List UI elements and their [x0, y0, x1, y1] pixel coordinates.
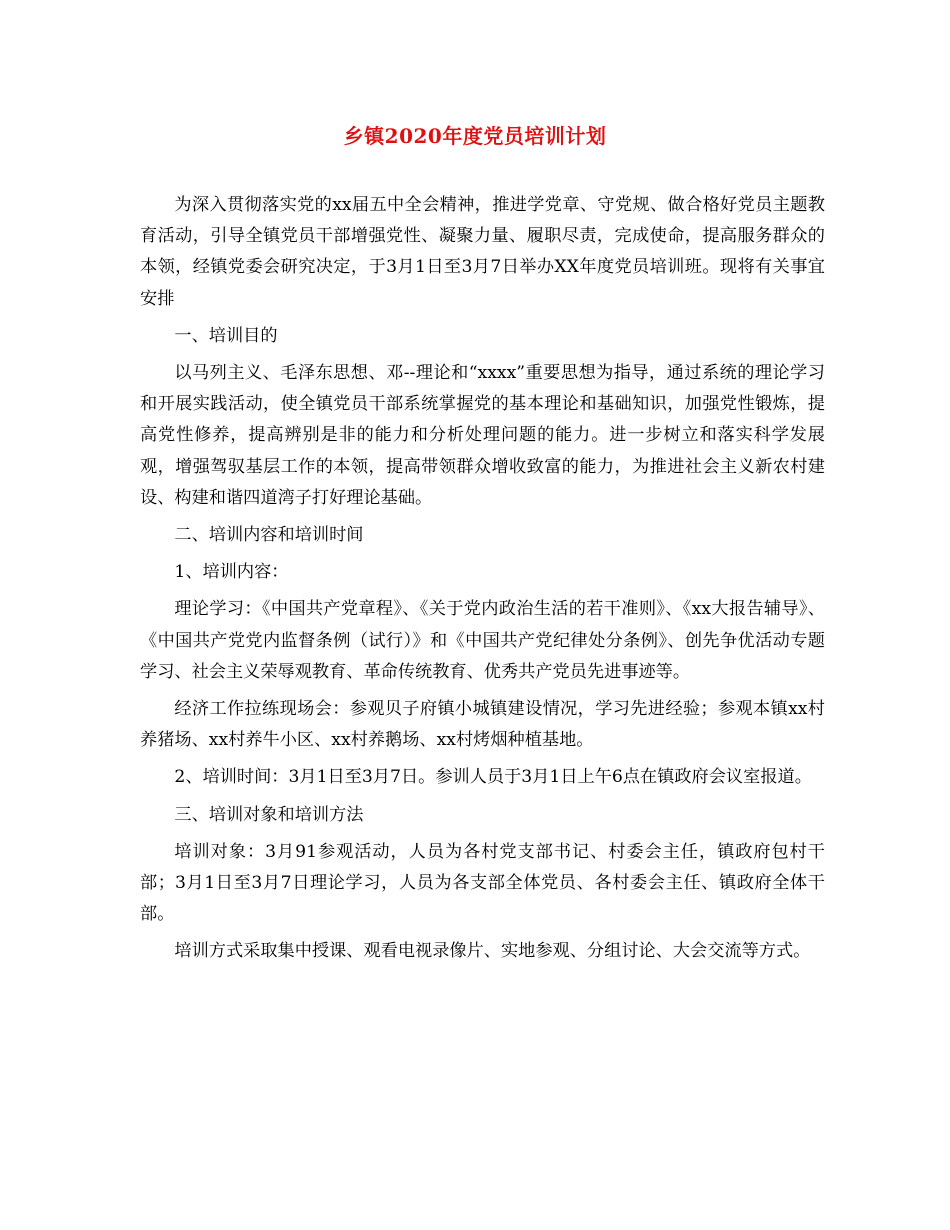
paragraph-intro: 为深入贯彻落实党的xx届五中全会精神，推进学党章、守党规、做合格好党员主题教育活动，引导全镇党员干部增强党性、凝聚力量、履职尽责，完成使命，提高服务群众的本领，经镇党委会研究决定，于3月1日至3月7日举办XX年度党员培训班。现将有关事宜安排 — [140, 195, 825, 309]
section-heading-targets-methods: 三、培训对象和培训方法 — [174, 804, 364, 825]
paragraph-training-time: 2、培训时间：3月1日至3月7日。参训人员于3月1日上午6点在镇政府会议室报道。 — [174, 767, 812, 788]
section-heading-purpose: 一、培训目的 — [174, 325, 278, 346]
paragraph-purpose: 以马列主义、毛泽东思想、邓--理论和“xxxx”重要思想为指导，通过系统的理论学习和开展实践活动，使全镇党员干部系统掌握党的基本理论和基础知识，加强党性锻炼，提高党性修养，提高辨别是非的能力和分析处理问题的能力。进一步树立和落实科学发展观，增强驾驭基层工作的本领，提高带领群众增收致富的能力，为推进社会主义新农村建设、构建和谐四道湾子打好理论基础。 — [140, 363, 825, 508]
subheading-content: 1、培训内容： — [174, 562, 289, 583]
document-body — [140, 190, 825, 968]
paragraph-methods: 培训方式采取集中授课、观看电视录像片、实地参观、分组讨论、大会交流等方式。 — [174, 941, 811, 962]
section-heading-content-time: 二、培训内容和培训时间 — [174, 525, 364, 546]
paragraph-targets: 培训对象：3月91参观活动，人员为各村党支部书记、村委会主任，镇政府包村干部；3月1日至3月7日理论学习，人员为各支部全体党员、各村委会主任、镇政府全体干部。 — [140, 841, 825, 925]
document-title: 乡镇2020年度党员培训计划 — [343, 124, 607, 148]
paragraph-theory-study: 理论学习：《中国共产党章程》、《关于党内政治生活的若干准则》、《xx大报告辅导》、《中国共产党党内监督条例（试行）》和《中国共产党纪律处分条例》、创先争优活动专题学习、社会主义荣辱观教育、革命传统教育、优秀共产党员先进事迹等。 — [140, 599, 825, 682]
paragraph-field-meeting: 经济工作拉练现场会：参观贝子府镇小城镇建设情况，学习先进经验；参观本镇xx村养猪场、xx村养牛小区、xx村养鹅场、xx村烤烟种植基地。 — [140, 699, 825, 751]
